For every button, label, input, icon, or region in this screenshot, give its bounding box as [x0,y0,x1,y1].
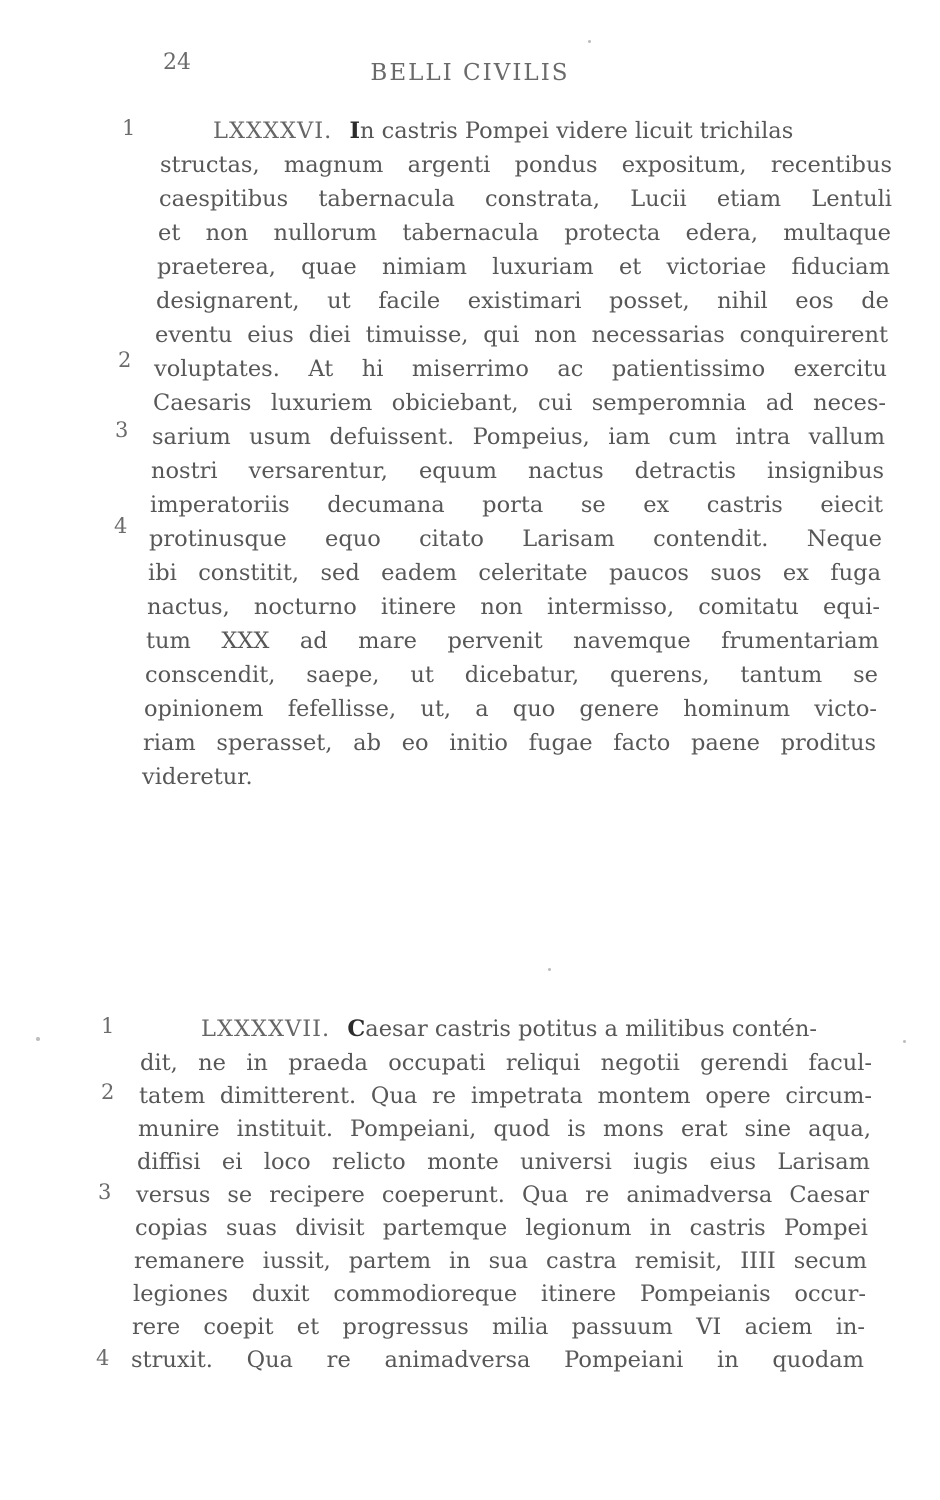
text-line: sarium usum defuissent. Pompeius, iam cum intra vallum [152,424,885,450]
chapter-numeral: LXXXXVII. [201,1016,331,1042]
running-head: BELLI CIVILIS [370,60,570,86]
text-line: tum XXX ad mare pervenit navemque frumentariam [146,628,879,654]
text-line: Caesaris luxuriem obiciebant, cui semperomnia ad neces- [153,390,886,416]
paper-speck [903,1040,906,1043]
text-line: struxit. Qua re animadversa Pompeiani in quodam [131,1347,864,1373]
text-line: nactus, nocturno itinere non intermisso, comitatu equi- [147,594,880,620]
text-line: imperatoriis decumana porta se ex castris eiecit [150,492,883,518]
text-line: praeterea, quae nimiam luxuriam et victoriae fiduciam [157,254,890,280]
text-line [213,120,893,143]
text-line: ibi constitit, sed eadem celeritate paucos suos ex fuga [148,560,881,586]
paper-speck [588,40,591,43]
text-line: et non nullorum tabernacula protecta edera, multaque [158,220,891,246]
paper-speck [548,968,551,971]
text-line: conscendit, saepe, ut dicebatur, querens, tantum se [145,662,878,688]
text-line: rere coepit et progressus milia passuum VI aciem in- [132,1314,865,1340]
margin-number: 1 [101,1014,115,1038]
text-line: voluptates. At hi miserrimo ac patientissimo exercitu [154,356,887,382]
text-line: protinusque equo citato Larisam contendit. Neque [149,526,882,552]
margin-number: 2 [118,348,132,372]
text-line-content: n castris Pompei videre licuit trichilas [360,118,794,144]
margin-number: 4 [96,1346,110,1370]
text-line: legiones duxit commodioreque itinere Pompeianis occur- [133,1281,866,1307]
margin-number: 2 [101,1080,115,1104]
text-line: riam sperasset, ab eo initio fugae facto paene proditus [143,730,876,756]
text-line: structas, magnum argenti pondus expositum, recentibus [160,152,892,178]
text-line: eventu eius diei timuisse, qui non necessarias conquirerent [155,322,888,348]
text-line: nostri versarentur, equum nactus detractis insignibus [151,458,884,484]
text-line: videretur. [142,764,253,790]
margin-number: 4 [114,514,128,538]
text-line: copias suas divisit partemque legionum in castris Pompei [135,1215,868,1241]
text-line: designarent, ut facile existimari posset, nihil eos de [156,288,889,314]
text-line: dit, ne in praeda occupati reliqui negotii gerendi facul- [140,1050,872,1076]
paper-speck [36,1037,40,1041]
text-line: diffisi ei loco relicto monte universi iugis eius Larisam [137,1149,870,1175]
margin-number: 3 [98,1180,112,1204]
text-line: versus se recipere coeperunt. Qua re animadversa Caesar [136,1182,869,1208]
text-line: remanere iussit, partem in sua castra remisit, IIII secum [134,1248,867,1274]
margin-number: 1 [122,116,136,140]
text-line-content: aesar castris potitus a militibus contén- [365,1016,817,1042]
page-number: 24 [163,50,191,75]
chapter-numeral: LXXXXVI. [213,118,333,144]
text-line: caespitibus tabernacula constrata, Lucii etiam Lentuli [159,186,892,212]
text-line: munire instituit. Pompeiani, quod is mons erat sine aqua, [138,1116,871,1142]
margin-number: 3 [115,418,129,442]
text-line: tatem dimitterent. Qua re impetrata montem opere circum- [139,1083,872,1109]
initial-letter: C [347,1016,366,1042]
text-line [201,1018,817,1041]
initial-letter: I [349,118,360,144]
text-line: opinionem fefellisse, ut, a quo genere hominum victo- [144,696,877,722]
